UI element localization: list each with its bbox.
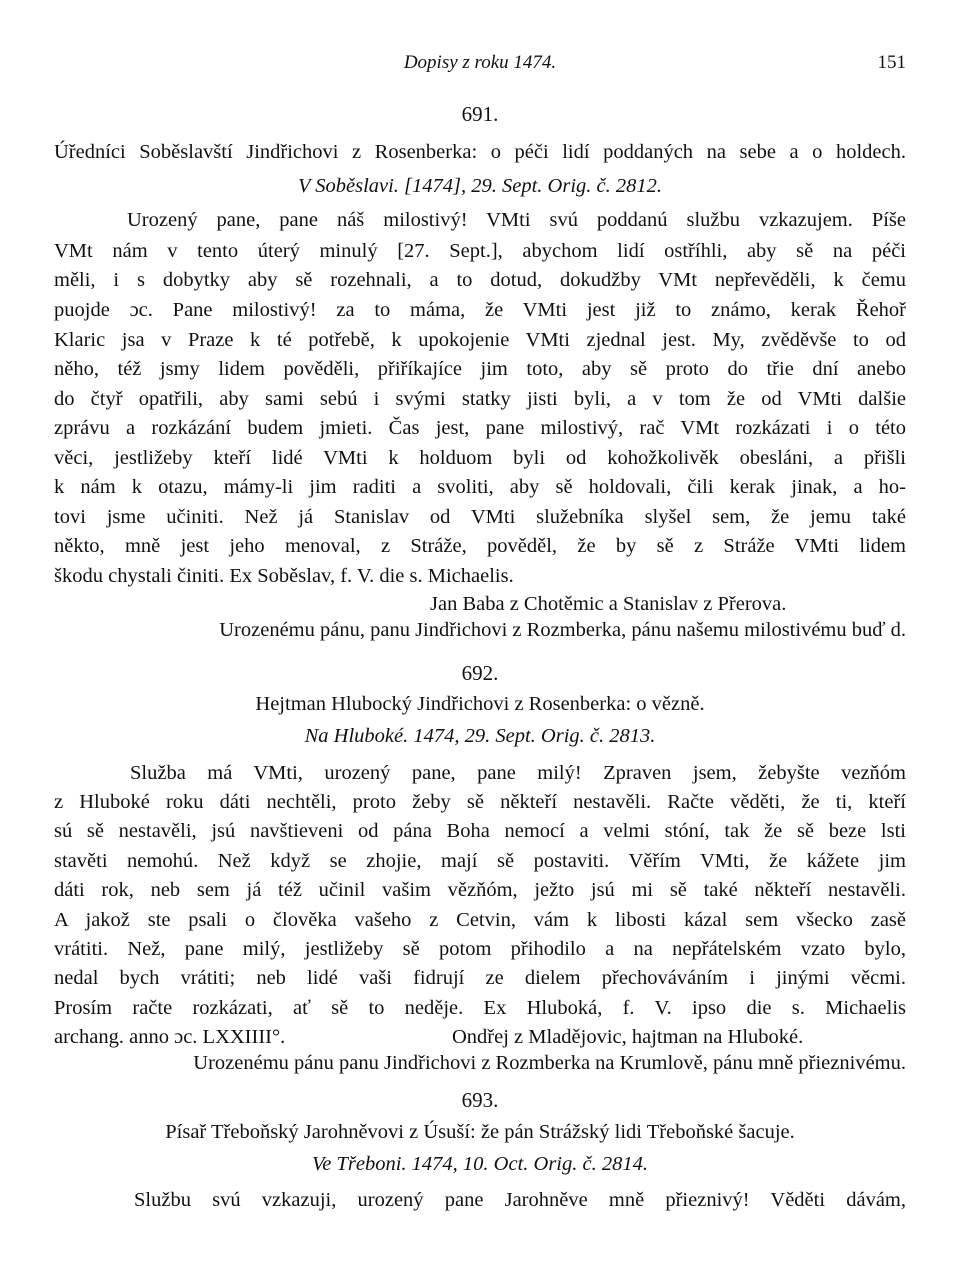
letter-signature: Ondřej z Mladějovic, hajtman na Hluboké.	[452, 1026, 804, 1048]
letter-number: 691.	[461, 102, 499, 126]
body-line: sú sě nestavěli, jsú navštieveni od pána Boha nemocí a velmi stóní, tak že sě beze lsti	[54, 820, 906, 842]
letter-address: Urozenému pánu panu Jindřichovi z Rozmberka na Krumlově, pánu mně přieznivému.	[193, 1052, 906, 1074]
body-line: dáti rok, neb sem já též učinil vašim vězňóm, ježto jsú mi sě také někteří nestavěli.	[54, 879, 906, 901]
body-line: Urozený pane, pane náš milostivý! VMti svú poddanú službu vzkazujem. Píše	[127, 209, 906, 231]
body-line: Klaric jsa v Praze k té potřebě, k upokojenie VMti zjednal jest. My, zvěděvše to od	[54, 329, 906, 351]
body-line: nedal bych vrátiti; neb lidé vaši fidrují ze dielem přechováváním i jinými věcmi.	[54, 967, 906, 989]
body-line: zprávu a rozkázání budem jmieti. Čas jest, pane milostivý, rač VMt rozkázati i o této	[54, 417, 906, 439]
body-line: Službu svú vzkazuji, urozený pane Jarohněve mně přieznivý! Věděti dávám,	[134, 1189, 906, 1211]
body-line: k nám k otazu, mámy-li jim raditi a svoliti, aby sě holdovali, čili kerak jinak, a ho-	[54, 476, 906, 498]
running-title: Dopisy z roku 1474.	[403, 52, 557, 73]
letter-number: 692.	[461, 661, 499, 685]
letter-address: Urozenému pánu, panu Jindřichovi z Rozmberka, pánu našemu milostivému buď d.	[219, 619, 906, 641]
body-line: škodu chystali činiti. Ex Soběslav, f. V. die s. Michaelis.	[54, 565, 514, 587]
body-line: VMt nám v tento úterý minulý [27. Sept.], abychom lidí ostříhli, aby sě na péči	[54, 240, 906, 262]
body-line: věci, jestližeby kteří lidé VMti k holduom byli od kohožkolivěk obesláni, a přišli	[54, 447, 906, 469]
body-line: do čtyř opatřili, aby sami sebú i svými statky jisti byli, a v tom že od VMti dalšie	[54, 388, 906, 410]
letter-summary: Písař Třeboňský Jarohněvovi z Úsuší: že pán Strážský lidi Třeboňské šacuje.	[165, 1121, 795, 1143]
letter-number: 693.	[461, 1088, 499, 1112]
body-line: stavěti nemohú. Než když se zhojie, mají sě postaviti. Věřím VMti, že kážete jim	[54, 850, 906, 872]
body-line: tovi jsme učiniti. Než já Stanislav od VMti služebníka slyšel sem, že jemu také	[54, 506, 906, 528]
page-number: 151	[877, 52, 906, 73]
body-line: někto, mně jest jeho menoval, z Stráže, pověděl, že by sě z Stráže VMti lidem	[54, 535, 906, 557]
letter-source: Ve Třeboni. 1474, 10. Oct. Orig. č. 2814.	[312, 1153, 648, 1175]
body-line: měli, i s dobytky aby sě rozehnali, a to dotud, dokudžby VMt nepřevěděli, k čemu	[54, 269, 906, 291]
letter-source: V Soběslavi. [1474], 29. Sept. Orig. č. 2812.	[297, 175, 663, 197]
body-line-closing: archang. anno ɔc. LXXIIII°.	[54, 1026, 286, 1048]
letter-signature: Jan Baba z Chotěmic a Stanislav z Přerova.	[430, 593, 787, 615]
body-line: Prosím račte rozkázati, ať sě to neděje. Ex Hluboká, f. V. ipso die s. Michaelis	[54, 997, 906, 1019]
body-line: Služba má VMti, urozený pane, pane milý! Zpraven jsem, žebyšte vezňóm	[130, 762, 906, 784]
body-line: A jakož ste psali o člověka vašeho z Cetvin, vám k libosti kázal sem všecko zasě	[54, 909, 906, 931]
letter-source: Na Hluboké. 1474, 29. Sept. Orig. č. 2813.	[304, 725, 656, 747]
letter-summary: Úředníci Soběslavští Jindřichovi z Rosenberka: o péči lidí poddaných na sebe a o holdech.	[54, 141, 906, 163]
letter-summary: Hejtman Hlubocký Jindřichovi z Rosenberka: o vězně.	[255, 693, 705, 715]
body-line: vrátiti. Než, pane milý, jestližeby sě potom přihodilo a na nepřátelském vzato bylo,	[54, 938, 906, 960]
body-line: puojde ɔc. Pane milostivý! za to máma, že VMti jest již to známo, kerak Řehoř	[54, 299, 906, 321]
body-line: z Hluboké roku dáti nechtěli, proto žeby sě někteří nestavěli. Račte věděti, že ti, kteří	[54, 791, 906, 813]
body-line: něho, též jsmy lidem pověděli, přiříkajíce jim toto, aby sě proto do třie dní anebo	[54, 358, 906, 380]
